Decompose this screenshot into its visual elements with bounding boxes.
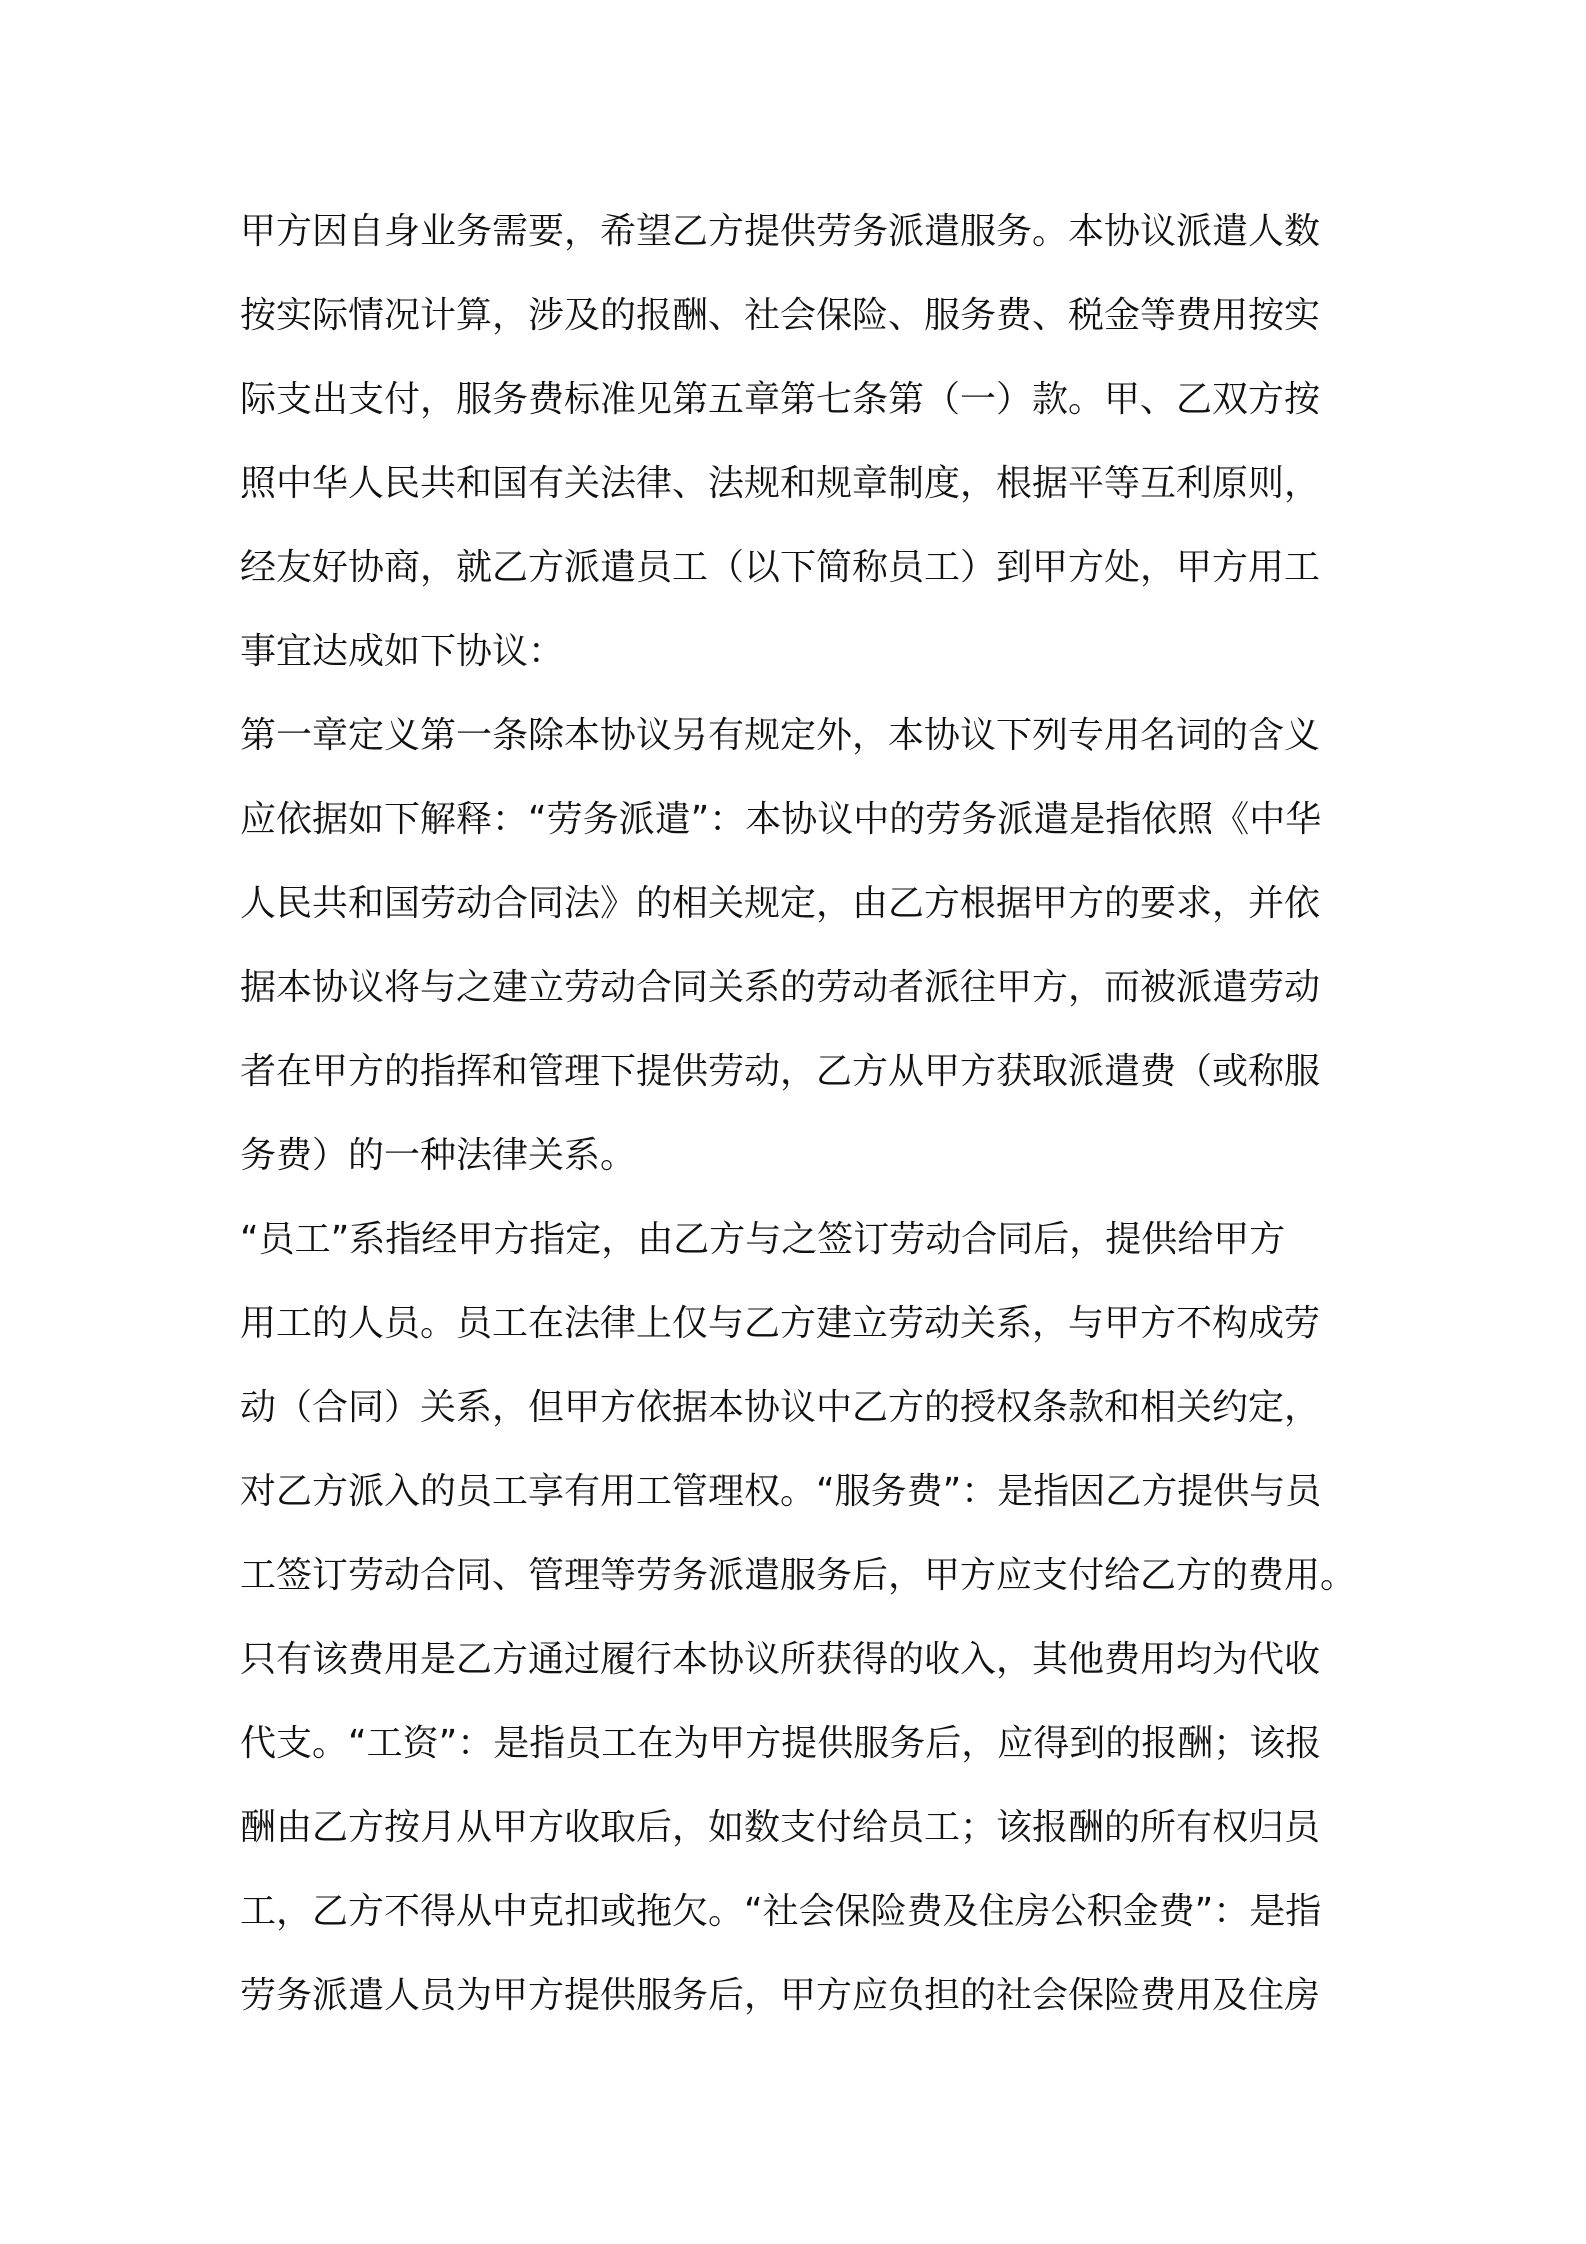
text-line: 动（合同）关系，但甲方依据本协议中乙方的授权条款和相关约定， [240,1387,1321,1428]
text-line: 对乙方派入的员工享有用工管理权。“服务费”：是指因乙方提供与员 [240,1471,1322,1512]
text-line: 务费）的一种法律关系。 [240,1135,637,1176]
text-line: 应依据如下解释：“劳务派遣”：本协议中的劳务派遣是指依照《中华 [240,799,1322,840]
text-line: 劳务派遣人员为甲方提供服务后，甲方应负担的社会保险费用及住房 [240,1975,1321,2016]
text-line: “员工”系指经甲方指定，由乙方与之签订劳动合同后，提供给甲方 [240,1219,1286,1260]
text-line: 用工的人员。员工在法律上仅与乙方建立劳动关系，与甲方不构成劳 [240,1303,1321,1344]
text-line: 者在甲方的指挥和管理下提供劳动，乙方从甲方获取派遣费（或称服 [240,1051,1321,1092]
text-line: 甲方因自身业务需要，希望乙方提供劳务派遣服务。本协议派遣人数 [240,211,1321,252]
text-line: 只有该费用是乙方通过履行本协议所获得的收入，其他费用均为代收 [240,1639,1321,1680]
text-line: 代支。“工资”：是指员工在为甲方提供服务后，应得到的报酬；该报 [240,1723,1322,1764]
text-line: 经友好协商，就乙方派遣员工（以下简称员工）到甲方处，甲方用工 [240,547,1321,588]
text-line: 工签订劳动合同、管理等劳务派遣服务后，甲方应支付给乙方的费用。 [240,1555,1357,1596]
text-line: 第一章定义第一条除本协议另有规定外，本协议下列专用名词的含义 [240,715,1321,756]
text-line: 按实际情况计算，涉及的报酬、社会保险、服务费、税金等费用按实 [240,295,1321,336]
text-line: 人民共和国劳动合同法》的相关规定，由乙方根据甲方的要求，并依 [240,883,1321,924]
text-line: 照中华人民共和国有关法律、法规和规章制度，根据平等互利原则， [240,463,1321,504]
text-line: 据本协议将与之建立劳动合同关系的劳动者派往甲方，而被派遣劳动 [240,967,1321,1008]
text-line: 际支出支付，服务费标准见第五章第七条第（一）款。甲、乙双方按 [240,379,1321,420]
text-line: 事宜达成如下协议： [240,631,565,672]
text-line: 工，乙方不得从中克扣或拖欠。“社会保险费及住房公积金费”：是指 [240,1891,1322,1932]
text-line: 酬由乙方按月从甲方收取后，如数支付给员工；该报酬的所有权归员 [240,1807,1321,1848]
agreement-body-text [240,190,1360,2038]
